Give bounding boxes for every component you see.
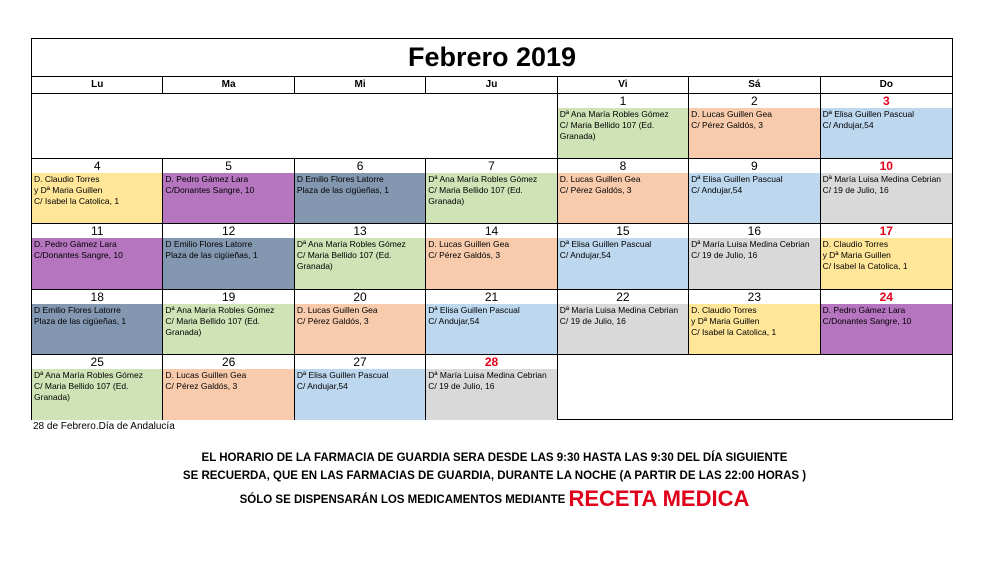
pharmacy-info — [163, 173, 293, 223]
pharmacy-line: D. Lucas Guillen Gea — [691, 109, 772, 119]
day-cell — [821, 94, 952, 159]
weekday-sun: Do — [879, 79, 893, 90]
empty-cells — [32, 94, 558, 159]
day-number: 19 — [163, 290, 293, 304]
calendar-grid — [32, 94, 952, 420]
day-cell — [32, 159, 163, 224]
pharmacy-line: C/Donantes Sangre, 10 — [822, 315, 912, 326]
calendar-title: Febrero 2019 — [32, 39, 952, 77]
pharmacy-info — [426, 369, 556, 420]
day-number: 25 — [32, 355, 162, 369]
pharmacy-info — [689, 238, 819, 288]
pharmacy-info — [558, 108, 688, 158]
day-cell — [426, 290, 557, 355]
pharmacy-line: C/ 19 de Julio, 16 — [559, 315, 626, 326]
holiday-footnote: 28 de Febrero.Día de Andalucía — [33, 421, 175, 432]
weekday-mon: Lu — [32, 77, 163, 93]
day-number: 6 — [295, 159, 425, 173]
pharmacy-line: C/ Maria Bellido 107 (Ed. — [34, 380, 129, 391]
notice-prescription-text: SÓLO SE DISPENSARÁN LOS MEDICAMENTOS MEDIANTE — [239, 494, 566, 506]
pharmacy-info — [821, 238, 952, 288]
day-cell — [426, 159, 557, 224]
day-number: 11 — [32, 224, 162, 238]
day-cell — [32, 224, 163, 289]
pharmacy-line: D. Claudio Torres — [691, 304, 757, 315]
pharmacy-line: D. Lucas Guillen Gea — [428, 239, 510, 250]
pharmacy-line: D Emilio Flores Latorre — [34, 304, 121, 315]
day-number: 14 — [426, 224, 556, 238]
pharmacy-info — [689, 173, 819, 223]
pharmacy-info — [821, 173, 952, 223]
pharmacy-info — [689, 304, 819, 354]
pharmacy-info — [426, 238, 556, 288]
day-number: 9 — [689, 159, 819, 173]
pharmacy-line: C/ Isabel la Catolica, 1 — [34, 196, 120, 207]
day-cell — [426, 224, 557, 289]
pharmacy-line: Dª Ana María Robles Gómez — [428, 174, 538, 185]
pharmacy-line: Granada) — [296, 261, 333, 272]
day-number: 2 — [689, 94, 819, 108]
day-number: 26 — [163, 355, 293, 369]
pharmacy-info — [32, 369, 162, 420]
weekday-wed: Mi — [295, 77, 426, 93]
pharmacy-line: Plaza de las cigüeñas, 1 — [34, 315, 127, 326]
day-number: 3 — [821, 94, 952, 108]
pharmacy-line: Granada) — [165, 326, 202, 337]
pharmacy-info — [32, 173, 162, 223]
pharmacy-line: D Emilio Flores Latorre — [165, 239, 253, 250]
pharmacy-line: C/ 19 de Julio, 16 — [691, 250, 758, 261]
day-cell — [295, 290, 426, 355]
day-cell — [821, 290, 952, 355]
pharmacy-line: C/ 19 de Julio, 16 — [428, 380, 495, 391]
pharmacy-line: C/ Andujar,54 — [559, 250, 611, 261]
notice-schedule: EL HORARIO DE LA FARMACIA DE GUARDIA SERA DESDE LAS 9:30 HASTA LAS 9:30 DEL DÍA SIGUIENTE — [201, 452, 788, 464]
day-number: 7 — [426, 159, 556, 173]
pharmacy-line: D. Claudio Torres — [34, 174, 100, 185]
pharmacy-info — [558, 238, 688, 288]
pharmacy-line: C/ Andujar,54 — [428, 315, 480, 326]
day-cell — [558, 224, 689, 289]
pharmacy-info — [689, 108, 819, 158]
pharmacy-line: Dª María Luisa Medina Cebrian — [559, 304, 679, 315]
day-cell — [689, 159, 820, 224]
pharmacy-info — [295, 304, 425, 354]
day-number: 1 — [558, 94, 688, 108]
weekday-fri: Vi — [558, 77, 689, 93]
pharmacy-line: D. Pedro Gámez Lara — [822, 304, 906, 315]
day-number: 10 — [821, 159, 952, 173]
pharmacy-line: D. Lucas Guillen Gea — [165, 369, 247, 380]
pharmacy-line: D. Pedro Gámez Lara — [165, 174, 249, 185]
pharmacy-line: C/ Isabel la Catolica, 1 — [822, 261, 908, 272]
day-number: 17 — [821, 224, 952, 238]
day-number: 20 — [295, 290, 425, 304]
pharmacy-line: Dª María Luisa Medina Cebrian — [428, 369, 547, 380]
pharmacy-line: C/ Maria Bellido 107 (Ed. — [296, 250, 392, 261]
pharmacy-line: y Dª Maria Guillen — [34, 185, 103, 196]
calendar — [31, 38, 953, 420]
pharmacy-line: C/ Pérez Galdós, 3 — [165, 380, 238, 391]
pharmacy-info — [426, 173, 556, 223]
pharmacy-line: Granada) — [428, 196, 465, 207]
day-number: 24 — [821, 290, 952, 304]
pharmacy-line: D. Claudio Torres — [822, 239, 889, 250]
pharmacy-info — [295, 369, 425, 420]
day-number: 21 — [426, 290, 556, 304]
day-cell — [689, 224, 820, 289]
day-cell — [32, 355, 163, 420]
pharmacy-line: C/ Maria Bellido 107 (Ed. — [428, 185, 523, 196]
pharmacy-line: C/ Pérez Galdós, 3 — [691, 120, 763, 130]
pharmacy-line: D. Lucas Guillen Gea — [559, 174, 641, 185]
day-cell — [558, 159, 689, 224]
pharmacy-line: Dª Ana María Robles Gómez — [559, 109, 669, 119]
pharmacy-info — [163, 304, 293, 354]
day-number: 18 — [32, 290, 162, 304]
day-cell — [32, 290, 163, 355]
empty-cells — [558, 355, 952, 420]
pharmacy-line: C/ Maria Bellido 107 (Ed. — [559, 120, 655, 130]
weekday-header — [32, 77, 952, 94]
pharmacy-line: Dª Ana María Robles Gómez — [296, 239, 406, 250]
pharmacy-line: C/ Isabel la Catolica, 1 — [691, 326, 777, 337]
day-cell — [295, 224, 426, 289]
pharmacy-line: Dª Elisa Guillen Pascual — [559, 239, 652, 250]
pharmacy-info — [558, 173, 688, 223]
pharmacy-line: Dª Elisa Guillen Pascual — [822, 109, 915, 119]
day-number: 4 — [32, 159, 162, 173]
pharmacy-line: Dª María Luisa Medina Cebrian — [691, 239, 810, 250]
pharmacy-line: C/ Pérez Galdós, 3 — [428, 250, 501, 261]
prescription-emphasis: RECETA MEDICA — [568, 486, 750, 511]
pharmacy-line: D. Pedro Gámez Lara — [34, 239, 117, 250]
pharmacy-line: C/ Andujar,54 — [822, 120, 874, 130]
pharmacy-line: Granada) — [559, 131, 596, 141]
pharmacy-line: Dª Elisa Guillen Pascual — [691, 174, 783, 185]
notice-night: SE RECUERDA, QUE EN LAS FARMACIAS DE GUARDIA, DURANTE LA NOCHE (A PARTIR DE LAS 22:00 HORAS ) — [182, 470, 807, 482]
pharmacy-line: C/ 19 de Julio, 16 — [822, 185, 889, 196]
pharmacy-line: Dª Elisa Guillen Pascual — [296, 369, 389, 380]
pharmacy-info — [163, 369, 293, 420]
pharmacy-info — [558, 304, 688, 354]
weekday-tue: Ma — [163, 77, 294, 93]
pharmacy-line: C/Donantes Sangre, 10 — [34, 250, 123, 261]
pharmacy-line: Dª Ana María Robles Gómez — [34, 369, 143, 380]
day-cell — [163, 159, 294, 224]
day-number: 28 — [426, 355, 556, 369]
day-cell — [821, 159, 952, 224]
day-number: 15 — [558, 224, 688, 238]
pharmacy-line: C/ Maria Bellido 107 (Ed. — [165, 315, 260, 326]
pharmacy-line: D. Lucas Guillen Gea — [296, 304, 378, 315]
pharmacy-info — [295, 173, 425, 223]
day-cell — [295, 355, 426, 420]
pharmacy-line: Dª María Luisa Medina Cebrian — [822, 174, 941, 185]
day-cell — [821, 224, 952, 289]
pharmacy-info — [821, 304, 952, 354]
day-number: 27 — [295, 355, 425, 369]
pharmacy-line: Plaza de las cigüeñas, 1 — [296, 185, 389, 196]
pharmacy-line: C/ Pérez Galdós, 3 — [296, 315, 369, 326]
day-cell — [163, 224, 294, 289]
day-number: 22 — [558, 290, 688, 304]
weekday-sat: Sá — [689, 77, 820, 93]
day-cell — [426, 355, 557, 420]
pharmacy-line: y Dª Maria Guillen — [691, 315, 760, 326]
pharmacy-line: C/ Pérez Galdós, 3 — [559, 185, 632, 196]
day-number: 16 — [689, 224, 819, 238]
pharmacy-info — [32, 304, 162, 354]
pharmacy-line: C/Donantes Sangre, 10 — [165, 185, 255, 196]
day-number: 5 — [163, 159, 293, 173]
pharmacy-info — [163, 238, 293, 288]
day-number: 12 — [163, 224, 293, 238]
day-number: 23 — [689, 290, 819, 304]
pharmacy-info — [295, 238, 425, 288]
day-cell — [558, 94, 689, 159]
pharmacy-line: C/ Andujar,54 — [296, 380, 348, 391]
day-cell — [689, 290, 820, 355]
pharmacy-line: C/ Andujar,54 — [691, 185, 743, 196]
day-cell — [163, 290, 294, 355]
pharmacy-line: Granada) — [34, 391, 70, 402]
pharmacy-line: y Dª Maria Guillen — [822, 250, 891, 261]
day-cell — [689, 94, 820, 159]
notice-prescription — [0, 486, 989, 512]
pharmacy-info — [426, 304, 556, 354]
pharmacy-info — [32, 238, 162, 288]
pharmacy-line: Dª Ana María Robles Gómez — [165, 304, 275, 315]
day-cell — [163, 355, 294, 420]
day-cell — [558, 290, 689, 355]
pharmacy-line: Dª Elisa Guillen Pascual — [428, 304, 520, 315]
pharmacy-info — [821, 108, 952, 158]
day-cell — [295, 159, 426, 224]
day-number: 8 — [558, 159, 688, 173]
pharmacy-line: Plaza de las cigüeñas, 1 — [165, 250, 258, 261]
pharmacy-line: D Emilio Flores Latorre — [296, 174, 384, 185]
weekday-thu: Ju — [426, 77, 557, 93]
day-number: 13 — [295, 224, 425, 238]
